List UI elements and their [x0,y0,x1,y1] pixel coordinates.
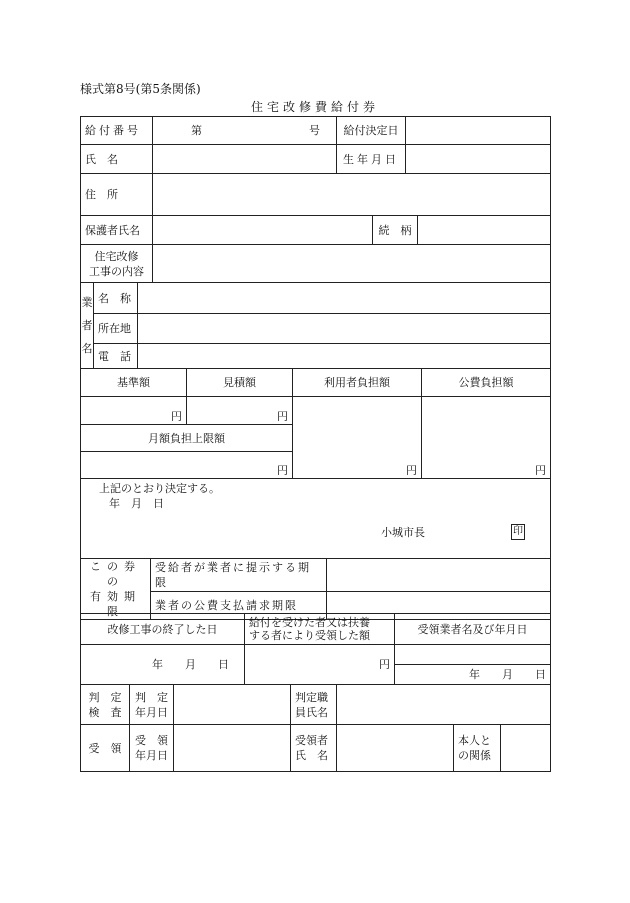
public-burden-label: 公費負担額 [422,369,551,397]
completion-table [80,613,551,685]
user-burden-field[interactable] [293,397,422,479]
decision-block [81,479,551,559]
decision-date: 年 月 日 [109,497,164,510]
staff-line1: 判定職 [295,690,328,704]
bottom-table [80,684,551,725]
contractor-location-label: 所在地 [94,314,138,344]
staff-line2: 員氏名 [295,705,328,719]
inspection-date-field[interactable] [174,685,291,725]
birth-date-field[interactable] [406,145,551,174]
payment-number-label: 給付番号 [81,117,153,145]
work-table [80,244,551,283]
contractor-table [80,282,551,369]
address-label: 住 所 [81,174,153,216]
validity-label-line1: この券の [90,560,141,588]
inspection-line1: 判 定 [88,690,122,704]
amounts-table [80,368,551,479]
inspection-date-label [130,685,174,725]
yen-unit: 円 [171,410,182,423]
guardian-field[interactable] [153,216,373,245]
address-field[interactable] [153,174,551,216]
vendor-date-field[interactable]: 年 月 日 [395,665,551,685]
contractor-phone-label: 電 話 [94,344,138,369]
validity-table [80,558,551,620]
mayor-name: 小城市長 [381,526,425,539]
yen-unit: 円 [277,410,288,423]
standard-amount-field[interactable] [81,397,187,425]
estimate-amount-field[interactable] [187,397,293,425]
relation-to-person-label [454,725,501,772]
contractor-location-field[interactable] [138,314,551,344]
recipient-label [291,725,337,772]
claim-deadline-label: 業者の公費支払請求期限 [151,592,327,620]
yen-unit: 円 [406,464,417,477]
inspection-label [81,685,130,725]
contractor-phone-field[interactable] [138,344,551,369]
receipt-date-field[interactable] [174,725,291,772]
work-content-label [81,245,153,283]
side-char-1: 業 [81,296,93,309]
work-content-field[interactable] [153,245,551,283]
received-amount-label [245,614,395,645]
validity-label-line2: 有効期限 [90,590,141,618]
staff-name-field[interactable] [337,685,551,725]
inspection-date-line2: 年月日 [135,705,168,719]
relation-line1: 本人と [458,734,491,747]
inspection-date-line1: 判 定 [135,690,168,704]
vendor-label: 受領業者名及び年月日 [395,614,551,645]
public-burden-field[interactable] [422,397,551,479]
relation-line2: の関係 [458,749,491,762]
recipient-name-field[interactable] [337,725,454,772]
birth-date-label: 生年月日 [337,145,406,174]
side-char-2: 者 [81,319,93,332]
yen-unit: 円 [379,658,390,671]
guardian-label: 保護者氏名 [81,216,153,245]
work-label-line2: 工事の内容 [89,264,144,278]
completion-date-field[interactable]: 年 月 日 [81,645,245,685]
basic-info-table [80,116,551,174]
yen-unit: 円 [535,464,546,477]
form-id: 様式第8号(第5条関係) [80,82,201,96]
name-label: 氏 名 [81,145,153,174]
guardian-table [80,215,551,245]
inspection-line2: 検 査 [88,705,122,719]
contractor-name-label: 名 称 [94,283,138,314]
form-title: 住宅改修費給付券 [250,100,379,114]
estimate-amount-label: 見積額 [187,369,293,397]
completion-date-label: 改修工事の終了した日 [81,614,245,645]
go-label: 号 [309,124,320,137]
received-amount-field[interactable] [245,645,395,685]
receipt-date-label [130,725,174,772]
recipient-line2: 氏 名 [295,749,328,762]
yen-unit: 円 [277,464,288,477]
dai-label: 第 [191,124,202,137]
present-deadline-field[interactable] [327,559,551,592]
decision-date-field[interactable] [406,117,551,145]
side-char-3: 名 [81,342,93,355]
name-field[interactable] [153,145,337,174]
receipt-date-line2: 年月日 [135,749,168,762]
vendor-name-field[interactable] [395,645,551,665]
receipt-date-line1: 受 領 [135,734,168,747]
receipt-label: 受 領 [81,725,130,772]
monthly-cap-field[interactable] [81,452,293,479]
work-label-line1: 住宅改修 [94,249,139,263]
received-label-line1: 給付を受けた者又は扶養 [249,616,370,629]
staff-name-label [291,685,337,725]
address-table [80,173,551,216]
contractor-side-label [81,283,94,369]
received-label-line2: する者により受領した額 [249,629,370,642]
contractor-name-field[interactable] [138,283,551,314]
payment-number-field[interactable] [153,117,337,145]
validity-label [81,559,151,620]
standard-amount-label: 基準額 [81,369,187,397]
receipt-table [80,724,551,772]
relation-label: 続 柄 [373,216,418,245]
user-burden-label: 利用者負担額 [293,369,422,397]
decision-text: 上記のとおり決定する。 [99,482,220,495]
seal-icon: 印 [511,524,525,540]
relation-field[interactable] [418,216,551,245]
present-deadline-label: 受給者が業者に提示する期限 [151,559,327,592]
relation-to-person-field[interactable] [501,725,551,772]
decision-table [80,478,551,559]
monthly-cap-label: 月額負担上限額 [81,425,293,452]
recipient-line1: 受領者 [295,734,328,747]
decision-date-label: 給付決定日 [337,117,406,145]
